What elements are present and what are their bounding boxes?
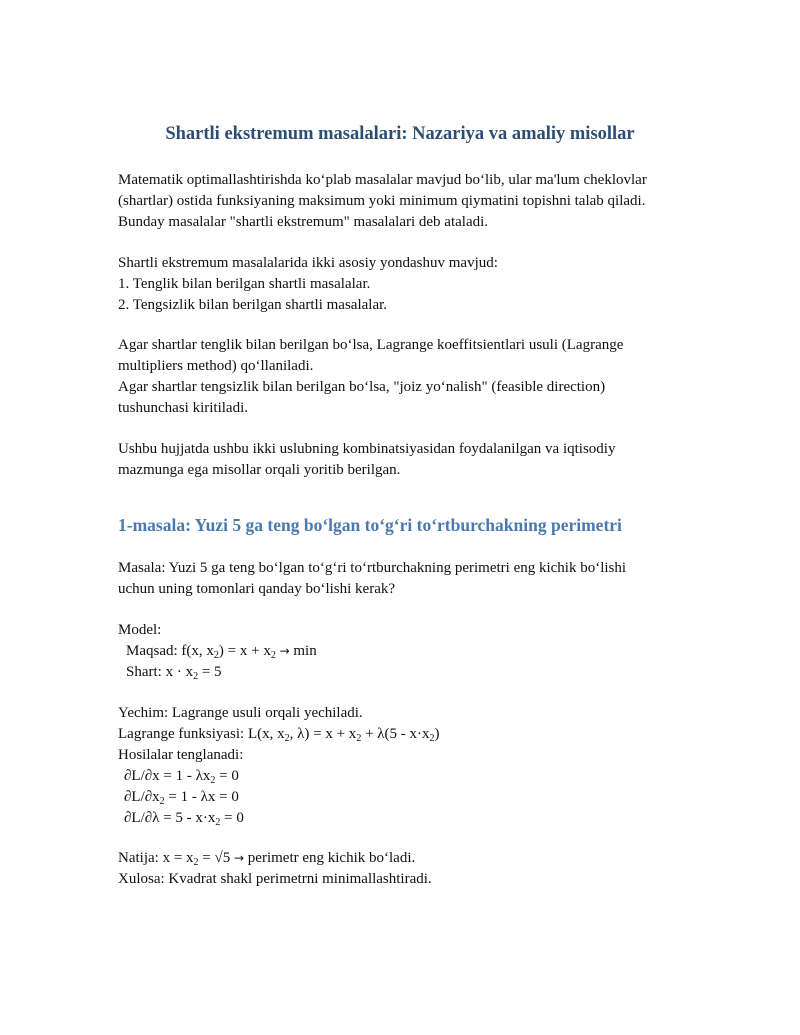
summary-line-2: mazmunga ega misollar orqali yoritib berilgan.	[118, 462, 401, 478]
methods-paragraph	[118, 335, 698, 419]
approaches-intro: Shartli ekstremum masalalarida ikki asosiy yondashuv mavjud:	[118, 255, 498, 271]
intro-paragraph	[118, 170, 698, 233]
model-block	[118, 620, 698, 683]
methods-line-3: Agar shartlar tengsizlik bilan berilgan bo‘lsa, "joiz yo‘nalish" (feasible direction)	[118, 379, 606, 395]
constraint-formula: Shart: $x \cdot x_2 = 5$	[126, 664, 222, 682]
intro-line-3: Bunday masalalar "shartli ekstremum" masalalari deb ataladi.	[118, 214, 489, 230]
approach-item-2: 2. Tengsizlik bilan berilgan shartli masalalar.	[118, 297, 388, 313]
document-title: Shartli ekstremum masalalari: Nazariya va amaliy misollar	[165, 124, 635, 144]
result-block	[118, 848, 698, 890]
methods-line-2: multipliers method) qo‘llaniladi.	[118, 358, 314, 374]
result-line: Natija: $x = x_2 = √5$ → perimetr eng kichik bo‘ladi.	[118, 850, 416, 868]
derivative-eq-2: $\partial L/\partial x_2 = 1 - \lambda x = 0$	[124, 789, 239, 807]
derivatives-label: Hosilalar tenglanadi:	[118, 747, 244, 763]
conclusion-line: Xulosa: Kvadrat shakl perimetrni minimallashtiradi.	[118, 871, 432, 887]
objective-formula: Maqsad: f(x, $x_2) = x + x_2 \to \min$	[126, 643, 317, 661]
model-label: Model:	[118, 622, 162, 638]
intro-line-1: Matematik optimallashtirishda ko‘plab masalalar mavjud bo‘lib, ular ma'lum cheklovlar	[118, 172, 647, 188]
summary-line-1: Ushbu hujjatda ushbu ikki uslubning kombinatsiyasidan foydalanilgan va iqtisodiy	[118, 441, 616, 457]
derivative-eq-1: $\partial L/\partial x = 1 - \lambda x_2 = 0$	[124, 768, 239, 786]
solution-line: Yechim: Lagrange usuli orqali yechiladi.	[118, 705, 363, 721]
problem-paragraph	[118, 558, 698, 600]
methods-line-1: Agar shartlar tenglik bilan berilgan bo‘lsa, Lagrange koeffitsientlari usuli (Lagrange	[118, 337, 624, 353]
summary-paragraph	[118, 439, 698, 481]
methods-line-4: tushunchasi kiritiladi.	[118, 400, 248, 416]
approach-item-1: 1. Tenglik bilan berilgan shartli masalalar.	[118, 276, 371, 292]
intro-line-2: (shartlar) ostida funksiyaning maksimum yoki minimum qiymatini topishni talab qiladi.	[118, 193, 646, 209]
section-1-heading: 1-masala: Yuzi 5 ga teng bo‘lgan to‘g‘ri to‘rtburchakning perimetri	[118, 515, 622, 535]
problem-line-1: Masala: Yuzi 5 ga teng bo‘lgan to‘g‘ri to‘rtburchakning perimetri eng kichik bo‘lishi	[118, 560, 627, 576]
arrow-icon: →	[279, 644, 290, 658]
derivative-eq-3: $\partial L/\partial\lambda = 5 - x\cdot x_2 = 0$	[124, 810, 244, 828]
lagrange-function: Lagrange funksiyasi: L(x, $x_2$, $\lambda) = x + x_2 + \lambda(5 - x\cdot x_2)$	[118, 726, 440, 744]
arrow-icon: →	[233, 851, 245, 865]
approaches-paragraph	[118, 253, 698, 316]
problem-line-2: uchun uning tomonlari qanday bo‘lishi kerak?	[118, 581, 396, 597]
solution-block	[118, 703, 698, 829]
